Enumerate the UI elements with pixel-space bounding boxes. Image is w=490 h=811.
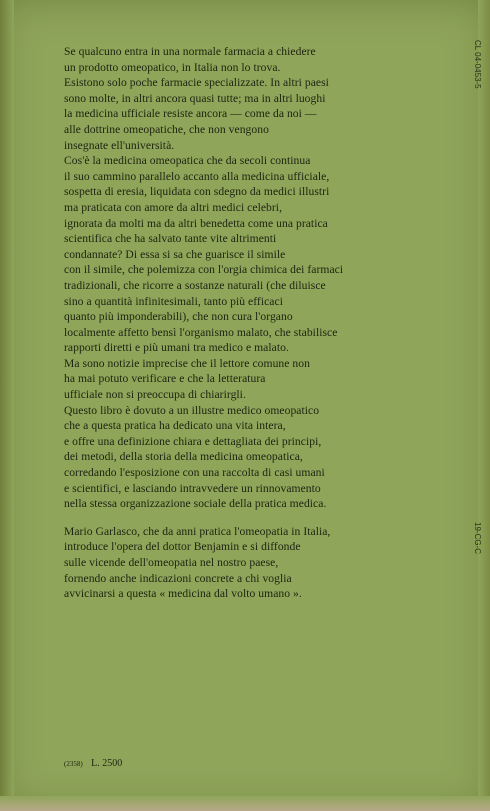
price-line — [64, 758, 122, 769]
paragraph-garlasco — [64, 524, 469, 602]
paragraph-intro — [64, 44, 469, 153]
text-line: sospetta di eresia, liquidata con sdegno da medici illustri — [64, 185, 330, 199]
cover-bottom-edge — [0, 796, 490, 811]
text-line: nella stessa organizzazione sociale della pratica medica. — [64, 497, 327, 511]
text-line: ma praticata con amore da altri medici celebri, — [64, 200, 283, 214]
text-line: Mario Garlasco, che da anni pratica l'omeopatia in Italia, — [64, 524, 331, 538]
paragraph-imprecise — [64, 356, 469, 403]
text-line: alle dottrine omeopatiche, che non vengono — [64, 122, 269, 136]
text-line: il suo cammino parallelo accanto alla medicina ufficiale, — [64, 169, 330, 183]
text-line: la medicina ufficiale resiste ancora — come da noi — — [64, 107, 317, 121]
text-line: sono molte, in altri ancora quasi tutte; ma in altri luoghi — [64, 91, 326, 105]
text-line: sulle vicende dell'omeopatia nel nostro paese, — [64, 556, 279, 569]
text-line: un prodotto omeopatico, in Italia non lo trova. — [64, 60, 281, 74]
text-line: quanto più imponderabili), che non cura l'organo — [64, 310, 293, 324]
blurb-text — [64, 44, 469, 602]
text-line: con il simile, che polemizza con l'orgia chimica dei farmaci — [64, 263, 344, 277]
text-line: dei metodi, della storia della medicina omeopatica, — [64, 450, 303, 464]
paragraph-question — [64, 153, 469, 356]
text-line: scientifica che ha salvato tante vite altrimenti — [64, 232, 277, 246]
price-value: L. 2500 — [91, 758, 123, 769]
cover-right-edge — [478, 0, 490, 811]
text-line: rapporti diretti e più umani tra medico e malato. — [64, 341, 289, 355]
text-line: Ma sono notizie imprecise che il lettore comune non — [64, 356, 310, 370]
text-line: insegnate ell'università. — [64, 138, 175, 152]
text-line: Se qualcuno entra in una normale farmacia a chiedere — [64, 45, 316, 58]
text-line: e scientifici, e lasciando intravvedere un rinnovamento — [64, 481, 321, 495]
cover-left-edge — [0, 0, 14, 811]
price-code: (2358) — [64, 760, 83, 768]
text-line: fornendo anche indicazioni concrete a chi voglia — [64, 571, 292, 585]
text-line: avvicinarsi a questa « medicina dal volto umano ». — [64, 587, 302, 601]
text-line: Questo libro è dovuto a un illustre medico omeopatico — [64, 403, 320, 417]
text-line: tradizionali, che ricorre a sostanze naturali (che diluisce — [64, 278, 326, 292]
side-code-top: CL 04-0453-5 — [473, 40, 482, 89]
paragraph-book — [64, 403, 469, 512]
text-line: che a questa pratica ha dedicato una vita intera, — [64, 419, 286, 433]
text-line: ignorata da molti ma da altri benedetta come una pratica — [64, 216, 328, 230]
text-line: ufficiale non si preoccupa di chiarirgli. — [64, 388, 246, 402]
text-line: e offre una definizione chiara e dettagliata dei principi, — [64, 434, 322, 448]
paragraph-gap — [64, 512, 469, 524]
text-line: ha mai potuto verificare e che la letteratura — [64, 372, 266, 386]
text-line: Cos'è la medicina omeopatica che da secoli continua — [64, 154, 311, 168]
side-code-bottom: 19-CG-C — [473, 522, 482, 555]
text-line: localmente affetto bensì l'organismo malato, che stabilisce — [64, 325, 338, 339]
text-line: introduce l'opera del dottor Benjamin e si diffonde — [64, 540, 301, 554]
text-line: sino a quantità infinitesimali, tanto più efficaci — [64, 294, 283, 308]
text-line: Esistono solo poche farmacie specializzate. In altri paesi — [64, 76, 329, 90]
text-line: condannate? Di essa si sa che guarisce il simile — [64, 247, 286, 261]
text-line: corredando l'esposizione con una raccolta di casi umani — [64, 466, 325, 480]
